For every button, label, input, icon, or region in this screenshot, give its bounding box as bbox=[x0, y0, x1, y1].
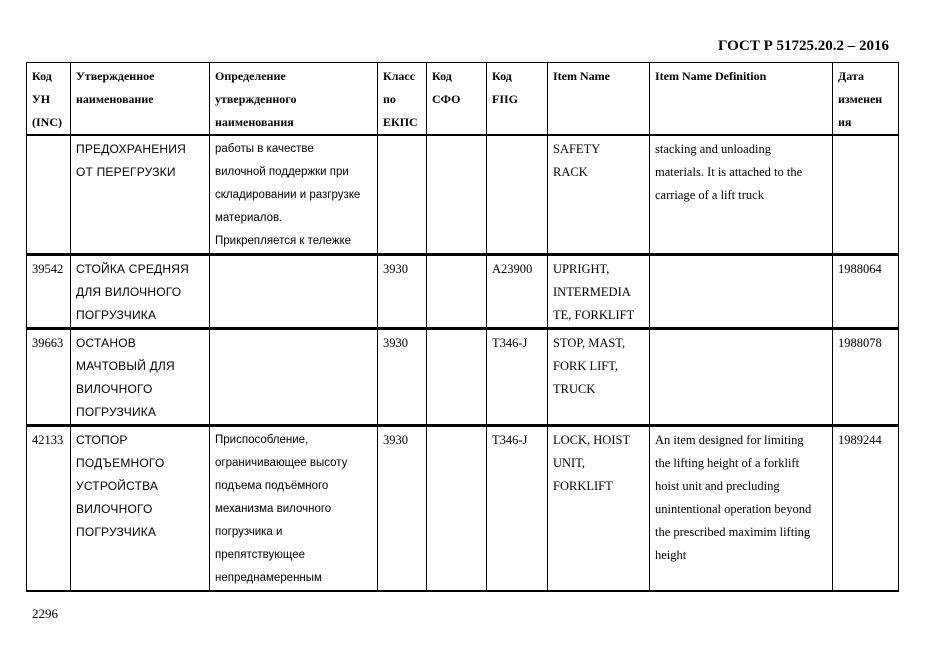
definition-cell bbox=[210, 329, 378, 426]
approved-name-cell bbox=[71, 255, 210, 329]
date-cell bbox=[833, 329, 899, 426]
cell-line: 3930 bbox=[383, 336, 408, 350]
document-header: ГОСТ Р 51725.20.2 – 2016 bbox=[717, 38, 889, 54]
header-line: Код bbox=[492, 69, 512, 83]
item-name-cell bbox=[548, 255, 650, 329]
cell-line: TE, FORKLIFT bbox=[553, 308, 635, 322]
cell-line: ОСТАНОВ bbox=[76, 336, 136, 350]
header-line: по bbox=[383, 92, 396, 106]
cell-line: подъема подъёмного bbox=[215, 480, 329, 492]
cell-line: ПОГРУЗЧИКА bbox=[76, 525, 157, 539]
fiig-cell bbox=[487, 426, 548, 592]
cell-line: unintentional operation beyond bbox=[655, 502, 812, 516]
cell-line: ПОГРУЗЧИКА bbox=[76, 308, 157, 322]
header-line: Код bbox=[432, 69, 452, 83]
date-cell bbox=[833, 255, 899, 329]
cell-line: ПОГРУЗЧИКА bbox=[76, 405, 157, 419]
cell-line: СТОПОР bbox=[76, 433, 128, 447]
cell-line: 39663 bbox=[32, 336, 64, 350]
cell-line: ОТ ПЕРЕГРУЗКИ bbox=[76, 165, 176, 179]
cell-line: механизма вилочного bbox=[215, 503, 332, 515]
item-def-cell bbox=[650, 426, 833, 592]
header-item-name bbox=[548, 63, 650, 136]
header-line: Код bbox=[32, 69, 52, 83]
sfo-cell bbox=[427, 135, 487, 255]
header-line: Item Name bbox=[553, 69, 610, 83]
catalog-table bbox=[26, 62, 899, 592]
cell-line: Приспособление, bbox=[215, 434, 309, 446]
table-row bbox=[27, 255, 899, 329]
cell-line: 3930 bbox=[383, 433, 408, 447]
item-name-cell bbox=[548, 329, 650, 426]
header-item-def bbox=[650, 63, 833, 136]
class-cell bbox=[378, 426, 427, 592]
sfo-cell bbox=[427, 255, 487, 329]
cell-line: материалов. bbox=[215, 212, 283, 224]
cell-line: RACK bbox=[553, 165, 588, 179]
header-fiig bbox=[487, 63, 548, 136]
header-date bbox=[833, 63, 899, 136]
class-cell bbox=[378, 329, 427, 426]
cell-line: FORKLIFT bbox=[553, 479, 613, 493]
cell-line: FORK LIFT, bbox=[553, 359, 619, 373]
header-line: Класс bbox=[383, 69, 416, 83]
table-row bbox=[27, 329, 899, 426]
header-definition bbox=[210, 63, 378, 136]
header-line: ЕКПС bbox=[383, 115, 418, 129]
cell-line: materials. It is attached to the bbox=[655, 165, 803, 179]
fiig-cell bbox=[487, 135, 548, 255]
cell-line: hoist unit and precluding bbox=[655, 479, 780, 493]
definition-cell bbox=[210, 135, 378, 255]
cell-line: 1988064 bbox=[838, 262, 882, 276]
cell-line: работы в качестве bbox=[215, 143, 314, 155]
cell-line: TRUCK bbox=[553, 382, 596, 396]
page-number: 2296 bbox=[32, 606, 58, 621]
cell-line: UNIT, bbox=[553, 456, 586, 470]
cell-line: ДЛЯ ВИЛОЧНОГО bbox=[76, 285, 182, 299]
cell-line: складировании и разгрузке bbox=[215, 189, 361, 201]
table-row bbox=[27, 135, 899, 255]
header-line: наименования bbox=[215, 115, 294, 129]
class-cell bbox=[378, 255, 427, 329]
class-cell bbox=[378, 135, 427, 255]
header-line: утвержденного bbox=[215, 92, 297, 106]
header-line: FIIG bbox=[492, 92, 519, 106]
cell-line: 1988078 bbox=[838, 336, 882, 350]
table-header-row bbox=[27, 63, 899, 136]
header-line: УН bbox=[32, 92, 51, 106]
sfo-cell bbox=[427, 329, 487, 426]
cell-line: height bbox=[655, 548, 687, 562]
header-line: Определение bbox=[215, 69, 286, 83]
header-line: изменен bbox=[838, 92, 883, 106]
header-approved-name bbox=[71, 63, 210, 136]
cell-line: ВИЛОЧНОГО bbox=[76, 502, 153, 516]
cell-line: UPRIGHT, bbox=[553, 262, 610, 276]
cell-line: ВИЛОЧНОГО bbox=[76, 382, 153, 396]
cell-line: погрузчика и bbox=[215, 526, 283, 538]
header-line: Item Name Definition bbox=[655, 69, 767, 83]
item-def-cell bbox=[650, 255, 833, 329]
cell-line: Прикрепляется к тележке bbox=[215, 235, 352, 247]
approved-name-cell bbox=[71, 426, 210, 592]
header-line: Утвержденное bbox=[76, 69, 155, 83]
header-line: ия bbox=[838, 115, 852, 129]
inc-cell bbox=[27, 135, 71, 255]
cell-line: МАЧТОВЫЙ ДЛЯ bbox=[76, 359, 175, 373]
date-cell bbox=[833, 135, 899, 255]
cell-line: 3930 bbox=[383, 262, 408, 276]
header-line: наименование bbox=[76, 92, 154, 106]
cell-line: T346-J bbox=[492, 336, 528, 350]
item-name-cell bbox=[548, 426, 650, 592]
table-row bbox=[27, 426, 899, 592]
header-line: СФО bbox=[432, 92, 461, 106]
cell-line: 42133 bbox=[32, 433, 64, 447]
header-inc bbox=[27, 63, 71, 136]
cell-line: SAFETY bbox=[553, 142, 601, 156]
cell-line: непреднамеренным bbox=[215, 572, 322, 584]
sfo-cell bbox=[427, 426, 487, 592]
cell-line: T346-J bbox=[492, 433, 528, 447]
cell-line: ПОДЪЕМНОГО bbox=[76, 456, 165, 470]
cell-line: An item designed for limiting bbox=[655, 433, 804, 447]
cell-line: 39542 bbox=[32, 262, 64, 276]
approved-name-cell bbox=[71, 329, 210, 426]
cell-line: ограничивающее высоту bbox=[215, 457, 348, 469]
cell-line: INTERMEDIA bbox=[553, 285, 631, 299]
item-name-cell bbox=[548, 135, 650, 255]
definition-cell bbox=[210, 255, 378, 329]
inc-cell bbox=[27, 329, 71, 426]
cell-line: препятствующее bbox=[215, 549, 305, 561]
inc-cell bbox=[27, 255, 71, 329]
cell-line: СТОЙКА СРЕДНЯЯ bbox=[76, 262, 189, 276]
header-line: Дата bbox=[838, 69, 864, 83]
date-cell bbox=[833, 426, 899, 592]
cell-line: ПРЕДОХРАНЕНИЯ bbox=[76, 142, 186, 156]
cell-line: 1989244 bbox=[838, 433, 882, 447]
approved-name-cell bbox=[71, 135, 210, 255]
fiig-cell bbox=[487, 329, 548, 426]
item-def-cell bbox=[650, 329, 833, 426]
cell-line: carriage of a lift truck bbox=[655, 188, 764, 202]
cell-line: вилочной поддержки при bbox=[215, 166, 349, 178]
inc-cell bbox=[27, 426, 71, 592]
cell-line: LOCK, HOIST bbox=[553, 433, 631, 447]
header-sfo bbox=[427, 63, 487, 136]
header-class bbox=[378, 63, 427, 136]
cell-line: the lifting height of a forklift bbox=[655, 456, 800, 470]
cell-line: stacking and unloading bbox=[655, 142, 771, 156]
cell-line: the prescribed maximim lifting bbox=[655, 525, 811, 539]
header-line: (INC) bbox=[32, 115, 62, 129]
fiig-cell bbox=[487, 255, 548, 329]
item-def-cell bbox=[650, 135, 833, 255]
cell-line: УСТРОЙСТВА bbox=[76, 479, 159, 493]
cell-line: STOP, MAST, bbox=[553, 336, 626, 350]
cell-line: A23900 bbox=[492, 262, 533, 276]
definition-cell bbox=[210, 426, 378, 592]
